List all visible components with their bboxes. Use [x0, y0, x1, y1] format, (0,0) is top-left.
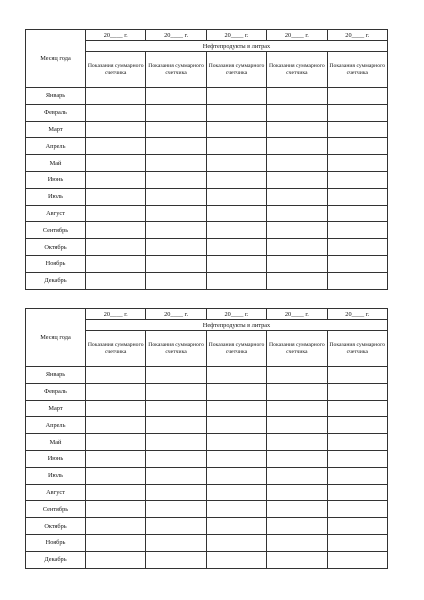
year-row — [26, 30, 388, 41]
reading-cell — [146, 367, 206, 384]
reading-cell — [206, 138, 266, 155]
reading-cell — [206, 222, 266, 239]
ledger-body-bottom — [26, 309, 388, 569]
reading-cell — [146, 534, 206, 551]
month-row — [26, 467, 388, 484]
reading-cell — [327, 121, 387, 138]
reading-cell — [146, 484, 206, 501]
year-cell: 20____ г. — [267, 309, 327, 320]
reading-cell — [206, 400, 266, 417]
reading-cell — [267, 450, 327, 467]
year-cell: 20____ г. — [267, 30, 327, 41]
reading-cell — [267, 534, 327, 551]
reading-cell — [206, 518, 266, 535]
month-label: Февраль — [26, 383, 86, 400]
month-row — [26, 501, 388, 518]
month-label: Июль — [26, 188, 86, 205]
month-row — [26, 417, 388, 434]
reading-cell — [206, 104, 266, 121]
reading-cell — [86, 551, 146, 568]
reading-cell — [86, 104, 146, 121]
reading-cell — [327, 171, 387, 188]
reading-cell — [206, 501, 266, 518]
month-label: Апрель — [26, 138, 86, 155]
month-row — [26, 171, 388, 188]
reading-cell — [86, 272, 146, 289]
reading-cell — [146, 188, 206, 205]
reading-cell — [86, 467, 146, 484]
reading-cell — [327, 239, 387, 256]
month-row — [26, 518, 388, 535]
reading-cell — [146, 205, 206, 222]
month-label: Январь — [26, 88, 86, 105]
reading-cell — [327, 400, 387, 417]
reading-cell — [86, 484, 146, 501]
reading-cell — [146, 467, 206, 484]
reading-cell — [206, 434, 266, 451]
reading-cell — [146, 501, 206, 518]
reading-cell — [327, 484, 387, 501]
reading-cell — [327, 534, 387, 551]
reading-cell — [327, 104, 387, 121]
reading-cell — [146, 383, 206, 400]
month-label: Апрель — [26, 417, 86, 434]
reading-cell — [206, 121, 266, 138]
reading-cell — [327, 255, 387, 272]
reading-cell — [146, 434, 206, 451]
reading-cell — [327, 383, 387, 400]
ledger-body-top — [26, 30, 388, 290]
reading-cell — [206, 534, 266, 551]
reading-cell — [206, 450, 266, 467]
month-label: Октябрь — [26, 518, 86, 535]
meter-reading-header: Показания суммарного счетчика — [267, 52, 327, 88]
reading-cell — [206, 383, 266, 400]
month-row — [26, 484, 388, 501]
month-label: Август — [26, 205, 86, 222]
reading-cell — [146, 417, 206, 434]
reading-cell — [267, 484, 327, 501]
meter-reading-header: Показания суммарного счетчика — [86, 52, 146, 88]
reading-cell — [146, 171, 206, 188]
reading-cell — [327, 222, 387, 239]
reading-cell — [146, 551, 206, 568]
reading-cell — [206, 88, 266, 105]
meter-reading-header: Показания суммарного счетчика — [267, 331, 327, 367]
reading-cell — [327, 501, 387, 518]
reading-cell — [267, 88, 327, 105]
reading-cell — [267, 171, 327, 188]
reading-cell — [146, 239, 206, 256]
reading-cell — [327, 551, 387, 568]
month-row — [26, 255, 388, 272]
month-row — [26, 367, 388, 384]
unit-header: Нефтепродукты в литрах — [86, 320, 388, 331]
reading-cell — [327, 467, 387, 484]
ledger-table-bottom — [25, 308, 388, 569]
year-cell: 20____ г. — [206, 30, 266, 41]
reading-cell — [327, 450, 387, 467]
month-row — [26, 383, 388, 400]
reading-cell — [206, 205, 266, 222]
reading-cell — [327, 367, 387, 384]
reading-cell — [146, 272, 206, 289]
reading-cell — [267, 518, 327, 535]
reading-cell — [206, 417, 266, 434]
reading-cell — [206, 188, 266, 205]
month-label: Июль — [26, 467, 86, 484]
month-column-header: Месяц года — [26, 309, 86, 367]
month-row — [26, 551, 388, 568]
reading-cell — [327, 205, 387, 222]
reading-cell — [267, 239, 327, 256]
month-row — [26, 239, 388, 256]
year-cell: 20____ г. — [146, 30, 206, 41]
meter-reading-header: Показания суммарного счетчика — [327, 52, 387, 88]
reading-cell — [327, 88, 387, 105]
reading-cell — [86, 518, 146, 535]
reading-cell — [86, 417, 146, 434]
month-row — [26, 155, 388, 172]
reading-cell — [267, 551, 327, 568]
reading-cell — [267, 121, 327, 138]
month-label: Июнь — [26, 171, 86, 188]
reading-cell — [327, 138, 387, 155]
month-row — [26, 104, 388, 121]
meter-reading-header: Показания суммарного счетчика — [146, 331, 206, 367]
reading-cell — [86, 534, 146, 551]
reading-cell — [267, 417, 327, 434]
reading-cell — [86, 138, 146, 155]
month-label: Февраль — [26, 104, 86, 121]
reading-cell — [86, 434, 146, 451]
month-row — [26, 272, 388, 289]
month-row — [26, 222, 388, 239]
reading-cell — [267, 138, 327, 155]
reading-cell — [267, 400, 327, 417]
reading-cell — [267, 205, 327, 222]
meter-reading-header: Показания суммарного счетчика — [206, 52, 266, 88]
month-label: Сентябрь — [26, 501, 86, 518]
reading-cell — [146, 88, 206, 105]
meter-reading-header: Показания суммарного счетчика — [206, 331, 266, 367]
ledger-table-top — [25, 29, 388, 290]
month-label: Март — [26, 121, 86, 138]
reading-cell — [327, 434, 387, 451]
reading-cell — [86, 222, 146, 239]
year-cell: 20____ г. — [206, 309, 266, 320]
reading-cell — [146, 138, 206, 155]
reading-cell — [86, 450, 146, 467]
unit-header: Нефтепродукты в литрах — [86, 41, 388, 52]
month-row — [26, 121, 388, 138]
month-label: Август — [26, 484, 86, 501]
reading-cell — [86, 205, 146, 222]
month-label: Ноябрь — [26, 534, 86, 551]
reading-cell — [267, 222, 327, 239]
reading-cell — [146, 222, 206, 239]
reading-cell — [327, 417, 387, 434]
month-label: Декабрь — [26, 551, 86, 568]
reading-cell — [86, 171, 146, 188]
month-row — [26, 205, 388, 222]
month-label: Ноябрь — [26, 255, 86, 272]
reading-cell — [206, 272, 266, 289]
reading-cell — [146, 450, 206, 467]
reading-cell — [267, 383, 327, 400]
reading-cell — [267, 188, 327, 205]
year-cell: 20____ г. — [146, 309, 206, 320]
year-cell: 20____ г. — [86, 30, 146, 41]
reading-cell — [267, 155, 327, 172]
month-row — [26, 138, 388, 155]
meter-reading-header: Показания суммарного счетчика — [146, 52, 206, 88]
reading-cell — [146, 121, 206, 138]
reading-cell — [267, 501, 327, 518]
reading-cell — [327, 272, 387, 289]
reading-cell — [327, 518, 387, 535]
reading-cell — [86, 255, 146, 272]
meter-reading-header: Показания суммарного счетчика — [327, 331, 387, 367]
reading-cell — [206, 255, 266, 272]
reading-cell — [206, 155, 266, 172]
reading-cell — [206, 484, 266, 501]
month-label: Май — [26, 155, 86, 172]
month-label: Сентябрь — [26, 222, 86, 239]
month-label: Январь — [26, 367, 86, 384]
reading-cell — [267, 434, 327, 451]
reading-cell — [86, 121, 146, 138]
reading-cell — [327, 188, 387, 205]
reading-cell — [86, 383, 146, 400]
year-cell: 20____ г. — [86, 309, 146, 320]
month-label: Май — [26, 434, 86, 451]
year-row — [26, 309, 388, 320]
reading-cell — [146, 104, 206, 121]
month-row — [26, 534, 388, 551]
month-row — [26, 434, 388, 451]
reading-cell — [267, 467, 327, 484]
month-row — [26, 188, 388, 205]
month-label: Октябрь — [26, 239, 86, 256]
reading-cell — [146, 400, 206, 417]
reading-cell — [86, 501, 146, 518]
month-label: Март — [26, 400, 86, 417]
reading-cell — [267, 272, 327, 289]
month-row — [26, 88, 388, 105]
year-cell: 20____ г. — [327, 30, 387, 41]
month-label: Декабрь — [26, 272, 86, 289]
reading-cell — [86, 88, 146, 105]
reading-cell — [206, 551, 266, 568]
year-cell: 20____ г. — [327, 309, 387, 320]
month-row — [26, 450, 388, 467]
month-column-header: Месяц года — [26, 30, 86, 88]
reading-cell — [327, 155, 387, 172]
reading-cell — [86, 367, 146, 384]
reading-cell — [267, 255, 327, 272]
reading-cell — [86, 155, 146, 172]
reading-cell — [146, 518, 206, 535]
meter-reading-header: Показания суммарного счетчика — [86, 331, 146, 367]
month-label: Июнь — [26, 450, 86, 467]
reading-cell — [206, 367, 266, 384]
reading-cell — [206, 171, 266, 188]
reading-cell — [267, 367, 327, 384]
reading-cell — [206, 239, 266, 256]
reading-cell — [86, 188, 146, 205]
reading-cell — [267, 104, 327, 121]
reading-cell — [146, 155, 206, 172]
reading-cell — [86, 239, 146, 256]
month-row — [26, 400, 388, 417]
reading-cell — [86, 400, 146, 417]
reading-cell — [146, 255, 206, 272]
reading-cell — [206, 467, 266, 484]
